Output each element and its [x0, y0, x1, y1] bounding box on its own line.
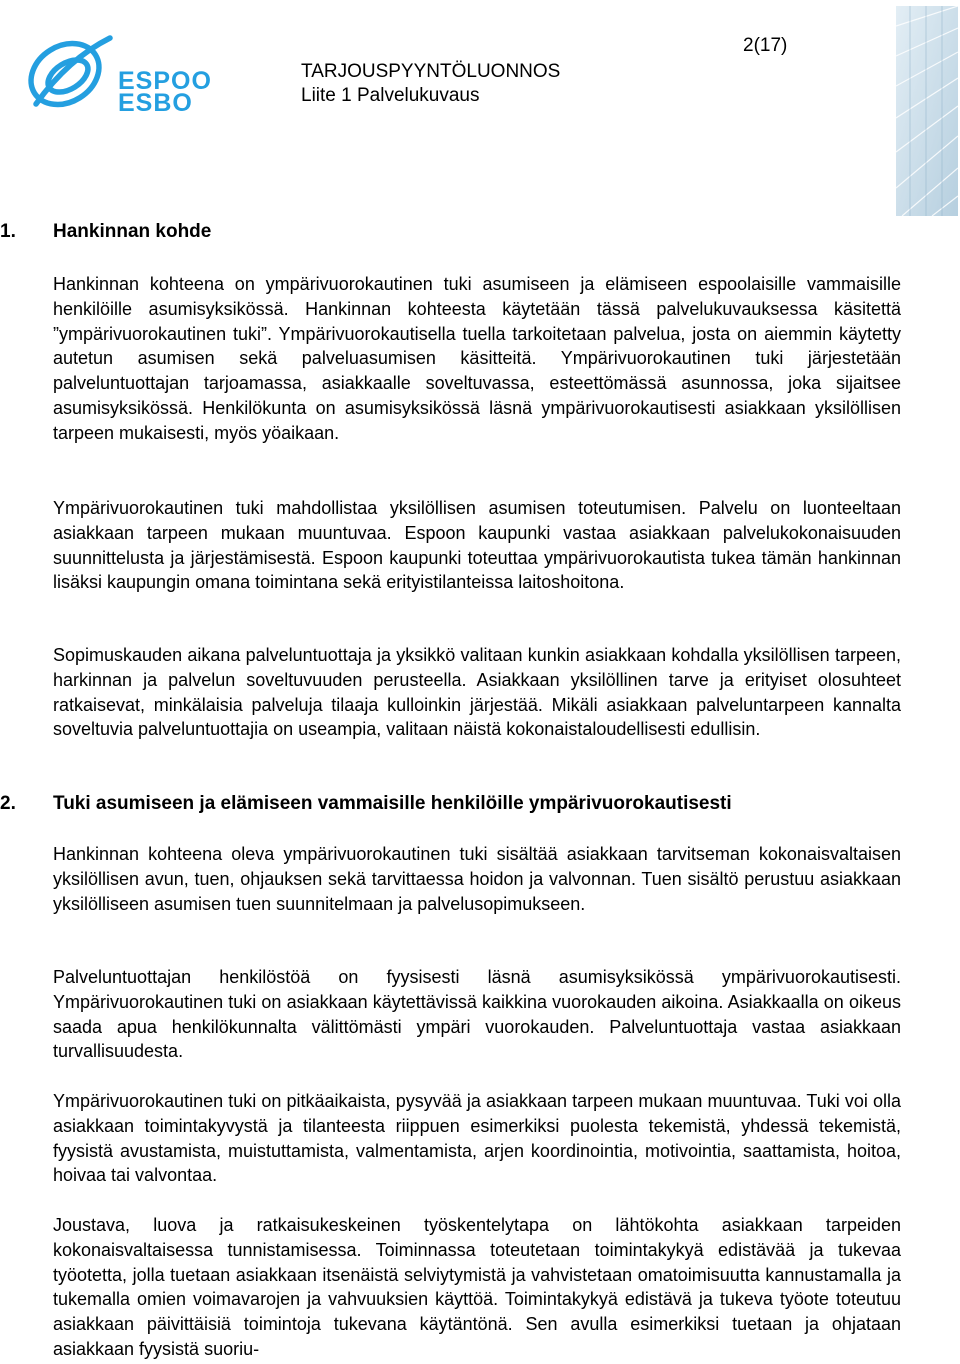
espoo-logo	[18, 24, 218, 124]
section-title: Hankinnan kohde	[53, 221, 212, 242]
document-subtitle: Liite 1 Palvelukuvaus	[301, 85, 480, 106]
espoo-swirl-icon	[18, 24, 118, 124]
section-2-paragraph-2: Palveluntuottajan henkilöstöä on fyysisesti läsnä asumisyksikössä ympärivuorokautisesti. Ympärivuorokautinen tuki on asiakkaan käytettävissä kaikkina vuorokauden aikoina. Asiakkaalla on oikeus saada apua henkilökunnalta välittömästi ympäri vuorokauden. Palveluntuottaja vastaa asiakkaan turvallisuudesta.	[53, 967, 901, 1062]
section-number: 1.	[0, 221, 16, 242]
section-1-paragraph-1: Hankinnan kohteena on ympärivuorokautinen tuki asumiseen ja elämiseen espoolaisille vammaisille henkilöille asumisyksikössä. Hankinnan kohteesta käytetään tässä palvelukuvauksessa käsitettä ”ympärivuorokautinen tuki”. Ympärivuorokautisella tuella tarkoitetaan palvelua, josta on aiemmin käytetty autetun asumisen sekä palveluasumisen käsitteitä. Ympärivuorokautinen tuki järjestetään palveluntuottajan tarjoamassa, asiakkaalle soveltuvassa, esteettömässä asunnossa, joka sijaitsee asumisyksikössä. Henkilökunta on asumisyksikössä läsnä ympärivuorokautisesti asiakkaan yksilöllisen tarpeen mukaisesti, myös yöaikaan.	[53, 274, 901, 443]
page-number: 2(17)	[743, 35, 788, 56]
section-2-paragraph-1: Hankinnan kohteena oleva ympärivuorokautinen tuki sisältää asiakkaan tarvitseman kokonaisvaltaisen yksilöllisen avun, tuen, ohjauksen sekä tarvittaessa hoidon ja valvonnan. Tuen sisältö perustuu asiakkaan yksilölliseen asumisen tuen suunnitelmaan ja palvelusopimukseen.	[53, 844, 901, 914]
section-1-paragraph-3: Sopimuskauden aikana palveluntuottaja ja yksikkö valitaan kunkin asiakkaan kohdalla yksilöllisen tarpeen, harkinnan ja palvelun soveltuvuuden perusteella. Asiakkaan yksilöllinen tarve ja erityiset olosuhteet ratkaisevat, minkälaisia palveluja tilaaja kulloinkin järjestää. Mikäli asiakkaan palveluntarpeen kannalta soveltuvia palveluntuottajia on useampia, valitaan näistä kokonaistaloudellisesti edullisin.	[53, 645, 901, 740]
decorative-corner-graphic	[896, 6, 958, 216]
section-1-paragraph-2: Ympärivuorokautinen tuki mahdollistaa yksilöllisen asumisen toteutumisen. Palvelu on luonteeltaan asiakkaan tarpeen mukaan muuntuvaa. Espoon kaupunki vastaa asiakkaan palvelukokonaisuuden suunnittelusta ja järjestämisestä. Espoon kaupunki toteuttaa ympärivuorokautista tukea tämän hankinnan lisäksi kaupungin omana toimintana sekä erityistilanteissa laitoshoitona.	[53, 498, 901, 593]
document-title: TARJOUSPYYNTÖLUONNOS	[301, 61, 561, 82]
section-number: 2.	[0, 793, 16, 814]
section-2-paragraph-4: Joustava, luova ja ratkaisukeskeinen työskentelytapa on lähtökohta asiakkaan tarpeiden kokonaisvaltaisessa tunnistamisessa. Toiminnassa toteutetaan toimintakykyä edistävää ja tukevaa työotetta, jolla tuetaan asiakkaan itsenäistä selviytymistä ja vahvistetaan omatoimisuutta kannustamalla ja tukemalla omien voimavarojen ja vahvuuksien käyttöä. Toimintakykyä edistävä ja tukeva työote toteutuu asiakkaan päivittäisiä toimintoja tukevana käytäntönä. Sen avulla esimerkiksi tuetaan ja ohjataan asiakkaan fyysistä suoriu-	[53, 1215, 901, 1359]
section-2-paragraph-3: Ympärivuorokautinen tuki on pitkäaikaista, pysyvää ja asiakkaan tarpeen mukaan muuntuvaa. Tuki voi olla asiakkaan toimintakyvystä ja tilanteesta riippuen esimerkiksi puolesta tekemistä, yhdessä tekemistä, fyysistä avustamista, muistuttamista, valmentamista, arjen koordinointia, motivointia, saattamista, hoitoa, hoivaa tai valvontaa.	[53, 1091, 901, 1186]
section-title: Tuki asumiseen ja elämiseen vammaisille henkilöille ympärivuorokautisesti	[53, 793, 732, 814]
logo-wordmark	[118, 67, 212, 117]
logo-line-1: ESPOO	[118, 67, 212, 95]
logo-line-2: ESBO	[118, 89, 193, 117]
decorative-pattern-icon	[896, 6, 958, 216]
